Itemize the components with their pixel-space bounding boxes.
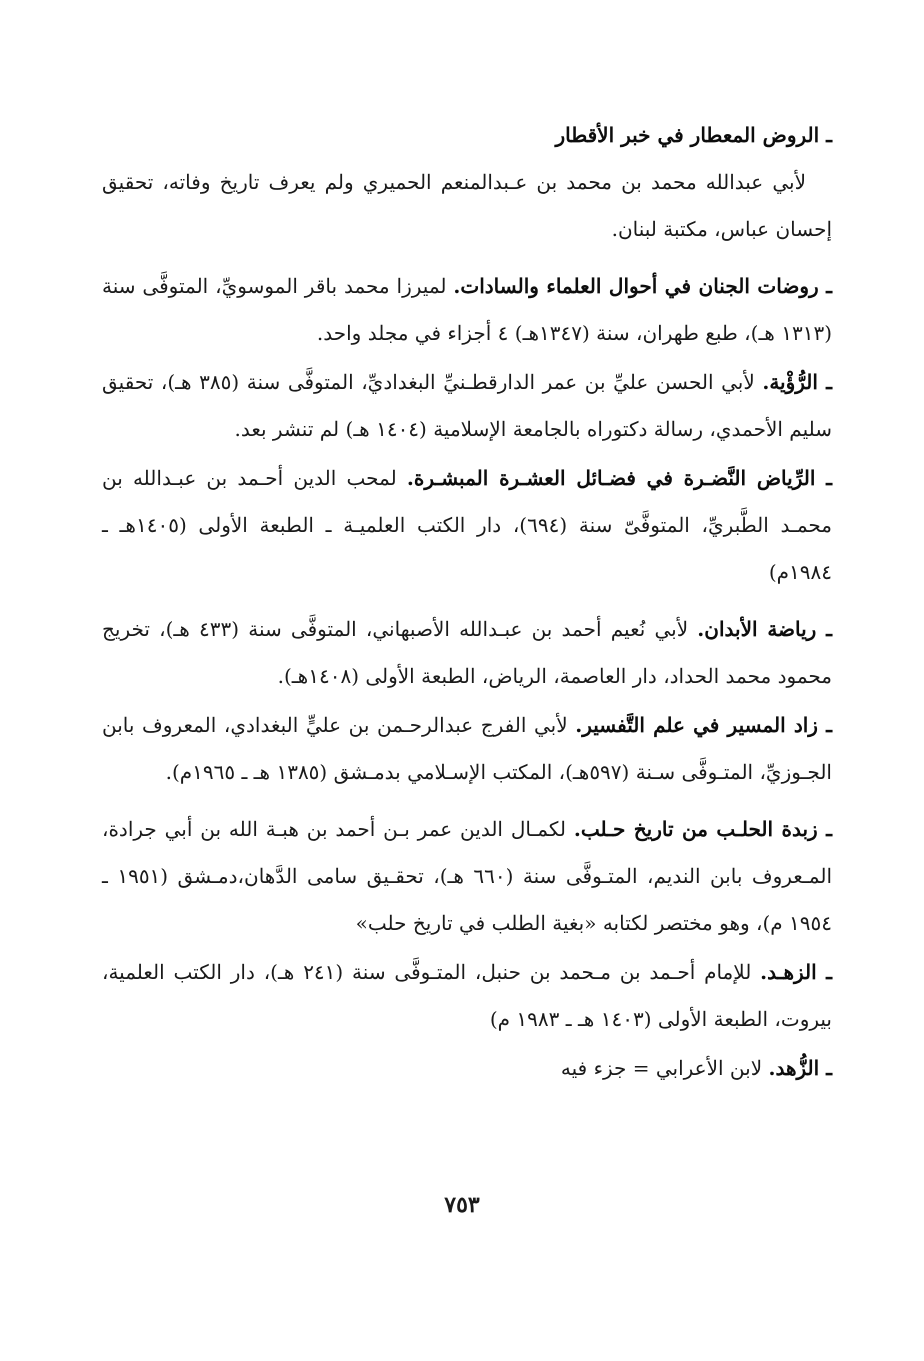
bibliography-entry [102, 606, 832, 700]
bibliography-entry [102, 949, 832, 1043]
entry-body: لمحب الدين أحـمد بن عبـدالله بن محمـد الطَّبريِّ، المتوفَّىّ سنة (٦٩٤)، دار الكتب العلميـة ـ الطبعة الأولى (١٤٠٥هـ ـ ١٩٨٤م) [102, 466, 833, 584]
entry-title: ـ الزُّهد. [768, 1056, 832, 1080]
bibliography-entry [102, 112, 832, 253]
entry-title: ـ الرِّياض النَّضـرة في فضـائل العشـرة المبشـرة. [406, 466, 832, 490]
bibliography-entry [102, 263, 832, 357]
bibliography-entry [102, 806, 832, 947]
entry-title: ـ زبدة الحلـب من تاريخ حـلب. [573, 817, 832, 841]
entry-title: ـ الروض المعطار في خبر الأقطار [555, 123, 832, 147]
bibliography-entry [102, 702, 832, 796]
entry-body: لكمـال الدين عمر بـن أحمد بن هبـة الله بن أبي جرادة، المـعروف بابن النديم، المتـوفَّى سنة (٦٦٠ هـ)، تحقـيق سامى الدَّهان،دمـشق (١٩٥١ ـ ١٩٥٤ م)، وهو مختصر لكتابه «بغية الطلب في تاريخ حلب» [102, 817, 833, 935]
entry-body: لميرزا محمد باقر الموسويِّ، المتوفَّى سنة (١٣١٣ هـ)، طبع طهران، سنة (١٣٤٧هـ) ٤ أجزاء في مجلد واحد. [102, 274, 832, 345]
page-number: ٧٥٣ [444, 1192, 480, 1218]
bibliography-entry [102, 1045, 832, 1092]
entry-title: ـ زاد المسير في علم التَّفسير. [575, 713, 833, 737]
entry-title: ـ روضات الجنان في أحوال العلماء والسادات. [453, 274, 833, 298]
entry-title: ـ رياضة الأبدان. [697, 617, 832, 641]
entry-body: لأبي نُعيم أحمد بن عبـدالله الأصبهاني، المتوفَّى سنة (٤٣٣ هـ)، تخريج محمود محمد الحداد، دار العاصمة، الرياض، الطبعة الأولى (١٤٠٨هـ). [102, 617, 832, 688]
entry-body: لأبي عبدالله محمد بن محمد بن عـبدالمنعم الحميري ولم يعرف تاريخ وفاته، تحقيق إحسان عباس، مكتبة لبنان. [102, 170, 832, 241]
entry-body: لأبي الفرج عبدالرحـمن بن عليٍّ البغدادي، المعروف بابن الجـوزيِّ، المتـوفَّى سـنة (٥٩٧هـ)، المكتب الإسـلامي بدمـشق (١٣٨٥ هـ ـ ١٩٦٥م). [102, 713, 832, 784]
entry-body: لأبي الحسن عليِّ بن عمر الدارقطـنيِّ البغداديِّ، المتوفَّى سنة (٣٨٥ هـ)، تحقيق سليم الأحمدي، رسالة دكتوراه بالجامعة الإسلامية (١٤٠٤ هـ) لم تنشر بعد. [102, 370, 832, 441]
bibliography-entry [102, 455, 832, 596]
entry-title: ـ الرُّؤْية. [762, 370, 832, 394]
bibliography-entry [102, 359, 832, 453]
entry-body: لابن الأعرابي = جزء فيه [560, 1056, 763, 1080]
bibliography-list [102, 112, 832, 1094]
entry-body: للإمام أحـمد بن مـحمد بن حنبل، المتـوفَّى سنة (٢٤١ هـ)، دار الكتب العلمية، بيروت، الطبعة الأولى (١٤٠٣ هـ ـ ١٩٨٣ م) [102, 960, 832, 1031]
entry-title: ـ الزهـد. [760, 960, 833, 984]
